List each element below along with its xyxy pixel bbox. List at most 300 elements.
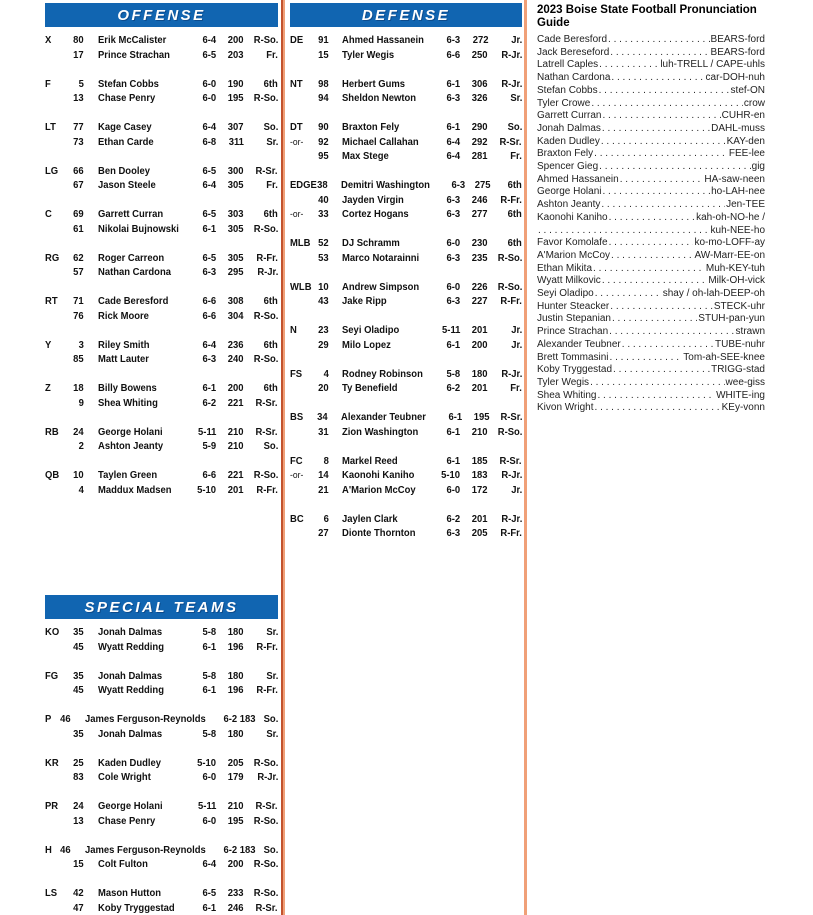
jersey-number: 46 [60, 843, 71, 856]
depth-chart-row [290, 193, 522, 208]
jersey-number: 15 [73, 858, 84, 870]
pronunciation-entry [537, 47, 765, 60]
pronunciation-entry [537, 123, 765, 136]
height: 6-8 [202, 135, 216, 148]
position-spacer [290, 193, 316, 208]
height: 6-3 [446, 92, 460, 104]
depth-chart-row [290, 381, 522, 396]
jersey-number: 92 [318, 135, 329, 148]
player-name: Rodney Robinson [342, 367, 423, 380]
depth-chart-group [290, 410, 522, 439]
height: 5-11 [197, 425, 216, 438]
player-name: Jake Ripp [342, 295, 387, 307]
player-name: Ben Dooley [98, 164, 150, 177]
player-name: Cortez Hogans [342, 208, 409, 220]
dot-leader [594, 148, 728, 161]
player-name: Kage Casey [98, 121, 152, 133]
player-name: Ashton Jeanty [537, 199, 601, 211]
pronunciation-text: ho-LAH-nee [711, 186, 765, 198]
player-name: Braxton Fely [342, 121, 400, 133]
class-year: Jr. [510, 34, 523, 46]
player-name: Marco Notarainni [342, 251, 420, 264]
jersey-number: 24 [73, 425, 84, 438]
defense-depth-chart [290, 27, 522, 541]
position-spacer [290, 483, 316, 498]
player-name: Shea Whiting [537, 389, 597, 401]
class-year: R-Jr. [500, 367, 522, 380]
player-name: Cade Beresford [98, 295, 169, 307]
depth-chart-row [45, 483, 278, 498]
class-year: So. [263, 121, 278, 133]
player-name: Garrett Curran [537, 110, 602, 122]
dot-leader [622, 339, 714, 352]
player-name: Markel Reed [342, 454, 398, 467]
weight: 305 [228, 251, 244, 264]
player-name: Chase Penry [98, 92, 156, 104]
dot-leader [609, 237, 694, 250]
class-year: R-So. [497, 280, 522, 293]
jersey-number: 5 [78, 77, 84, 90]
player-name: Wyatt Redding [98, 684, 164, 696]
player-name: Garrett Curran [98, 208, 164, 220]
jersey-number: 14 [318, 469, 329, 481]
position-spacer [45, 396, 65, 411]
pronunciation-entry [537, 34, 765, 47]
class-year: R-Fr. [256, 251, 278, 264]
depth-chart-group [45, 756, 278, 785]
depth-chart-group [45, 381, 278, 410]
height: 5-8 [202, 626, 216, 638]
pronunciation-entry [537, 390, 765, 403]
class-year: R-Sr. [499, 454, 522, 467]
jersey-number: 2 [78, 440, 84, 452]
dot-leader [591, 98, 743, 111]
position-spacer [45, 683, 65, 698]
column-divider-left-light [283, 0, 285, 915]
position-label: FS [290, 367, 303, 380]
player-name: Alexander Teubner [340, 411, 426, 423]
weight: 290 [472, 121, 488, 133]
weight: 196 [228, 640, 244, 653]
weight: 210 [228, 800, 244, 812]
position-label: N [290, 324, 297, 336]
class-year: R-Jr. [500, 469, 522, 481]
pronunciation-entry [537, 174, 765, 187]
height: 6-1 [202, 901, 216, 914]
height: 6-0 [446, 483, 460, 496]
class-year: Fr. [510, 150, 522, 162]
height: 6-1 [446, 338, 460, 351]
pronunciation-text: TUBE-nuhr [714, 338, 765, 350]
class-year: R-So. [253, 858, 278, 870]
player-name: Kivon Wright [537, 402, 594, 414]
pronunciation-entry [537, 59, 765, 72]
weight: 185 [472, 454, 488, 467]
position-label: DT [290, 121, 303, 133]
depth-chart-row [45, 309, 278, 324]
position-label: LG [45, 164, 59, 177]
depth-chart-row [45, 625, 278, 640]
height: 6-6 [446, 48, 460, 61]
pronunciation-text: Tom-ah-SEE-knee [683, 351, 765, 363]
position-label: QB [45, 469, 60, 481]
dot-leader [593, 263, 705, 276]
depth-chart-row [290, 33, 522, 48]
jersey-number: 46 [60, 713, 71, 725]
player-name: Roger Carreon [98, 251, 165, 264]
height: 6-2 [223, 713, 238, 725]
pronunciation-entry [537, 237, 765, 250]
class-year: Fr. [510, 382, 522, 394]
depth-chart-row [45, 843, 278, 858]
weight: 183 [472, 469, 488, 481]
depth-chart-group [45, 799, 278, 828]
depth-chart-row [45, 33, 278, 48]
player-name: Billy Bowens [98, 382, 157, 394]
class-year: R-Sr. [255, 396, 278, 409]
player-name: Andrew Simpson [342, 280, 420, 293]
class-year: R-Sr. [255, 901, 278, 914]
position-spacer [290, 251, 316, 266]
height: 6-3 [446, 295, 460, 307]
jersey-number: 10 [318, 280, 329, 293]
position-label: KO [45, 626, 60, 638]
class-year: 6th [263, 77, 278, 90]
weight: 201 [472, 512, 488, 525]
jersey-number: 95 [318, 150, 329, 162]
position-label: Y [45, 338, 52, 351]
column-divider-right [524, 0, 527, 915]
class-year: So. [263, 440, 278, 452]
class-year: R-Fr. [500, 527, 522, 539]
height: 6-6 [202, 309, 216, 322]
depth-chart-row [290, 526, 522, 541]
depth-chart-row [45, 468, 278, 483]
player-name: Kaden Dudley [537, 135, 600, 147]
player-name: Cole Wright [98, 771, 151, 783]
dot-leader [601, 199, 725, 212]
player-name: Spencer Gieg [537, 161, 599, 173]
class-year: R-Sr. [255, 800, 278, 812]
player-name: Nikolai Bujnowski [98, 222, 179, 235]
or-label: -or- [290, 136, 304, 148]
jersey-number: 67 [73, 179, 84, 191]
height: 6-3 [446, 208, 460, 220]
pronunciation-entry [537, 364, 765, 377]
class-year: Jr. [510, 338, 522, 351]
depth-chart-row [290, 483, 522, 498]
dot-leader [538, 225, 710, 238]
position-spacer [45, 178, 65, 193]
depth-chart-row [45, 683, 278, 698]
jersey-number: 76 [73, 309, 84, 322]
dot-leader [590, 377, 724, 390]
dot-leader [610, 47, 709, 60]
height: 6-4 [202, 338, 216, 351]
depth-chart-row [290, 294, 522, 309]
weight: 226 [472, 280, 488, 293]
pronunciation-text: KEy-vonn [721, 402, 765, 414]
class-year: R-So. [497, 251, 522, 264]
height: 6-4 [446, 150, 460, 162]
jersey-number: 25 [73, 756, 84, 769]
pronunciation-entry [537, 161, 765, 174]
depth-chart-row [290, 77, 522, 92]
weight: 311 [228, 135, 244, 148]
height: 5-8 [202, 669, 216, 682]
offense-column [45, 0, 278, 512]
weight: 172 [472, 483, 488, 496]
position-spacer [45, 901, 65, 915]
position-label: LS [45, 887, 58, 899]
weight: 221 [228, 396, 244, 409]
position-spacer [290, 381, 316, 396]
jersey-number: 42 [73, 887, 84, 899]
jersey-number: 85 [73, 353, 84, 365]
weight: 326 [472, 92, 488, 104]
position-label: X [45, 34, 52, 46]
dot-leader [595, 402, 721, 415]
player-name: Mason Hutton [98, 887, 161, 899]
weight: 277 [472, 208, 488, 220]
depth-chart-row [290, 149, 522, 164]
dot-leader [609, 326, 734, 339]
dot-leader [602, 110, 720, 123]
class-year: So. [263, 713, 278, 725]
pronunciation-entry [537, 85, 765, 98]
height: 6-4 [202, 179, 216, 191]
jersey-number: 91 [318, 34, 329, 46]
player-name: Jonah Dalmas [98, 626, 163, 638]
jersey-number: 10 [73, 469, 84, 481]
dot-leader [599, 59, 659, 72]
height: 6-1 [202, 222, 216, 235]
weight: 190 [228, 77, 244, 90]
depth-chart-row [45, 857, 278, 872]
class-year: R-Sr. [255, 164, 278, 177]
dot-leader [611, 250, 693, 263]
position-spacer [45, 770, 65, 785]
pronunciation-text: DAHL-muss [711, 122, 765, 134]
weight: 180 [228, 626, 244, 638]
height: 6-6 [202, 295, 216, 307]
pronunciation-text: gig [751, 161, 765, 173]
class-year: R-Jr. [256, 266, 278, 278]
class-year: R-Sr. [255, 425, 278, 438]
depth-chart-row [290, 135, 522, 150]
depth-chart-row [290, 120, 522, 135]
class-year: Sr. [265, 669, 278, 682]
class-year: 6th [263, 338, 278, 351]
pronunciation-text: Muh-KEY-tuh [705, 262, 765, 274]
weight: 205 [228, 756, 244, 769]
height: 5-10 [197, 756, 216, 769]
special-teams-column [45, 592, 278, 915]
jersey-number: 61 [73, 222, 84, 235]
weight: 200 [472, 338, 488, 351]
dot-leader [602, 186, 710, 199]
player-name: George Holani [98, 800, 163, 812]
class-year: Sr. [265, 135, 278, 148]
position-label: BC [290, 512, 304, 525]
player-name: Shea Whiting [98, 396, 158, 409]
depth-chart-row [45, 48, 278, 63]
position-spacer [45, 48, 65, 63]
weight: 201 [472, 382, 488, 394]
pronunciation-entry [537, 225, 765, 238]
class-year: 6th [507, 208, 522, 220]
depth-chart-group [45, 669, 278, 698]
depth-chart-row [45, 814, 278, 829]
defense-column [290, 0, 522, 555]
depth-chart-group [45, 843, 278, 872]
position-label: MLB [290, 237, 311, 249]
position-label: LT [45, 121, 56, 133]
class-year: R-Jr. [256, 771, 278, 783]
depth-chart-group [290, 33, 522, 62]
jersey-number: 69 [73, 208, 84, 220]
position-label: F [45, 77, 51, 90]
player-name: Koby Tryggestad [98, 901, 175, 914]
position-label: EDGE [290, 179, 317, 191]
player-name: Jayden Virgin [342, 193, 404, 206]
depth-chart-row [45, 164, 278, 179]
player-name: Stefan Cobbs [537, 84, 598, 96]
weight: 240 [228, 353, 244, 365]
dot-leader [602, 123, 710, 136]
pronunciation-text: FEE-lee [728, 148, 765, 160]
player-name: Wyatt Redding [98, 640, 164, 653]
player-name: Prince Strachan [537, 326, 609, 338]
dot-leader [609, 212, 695, 225]
jersey-number: 15 [318, 48, 329, 61]
weight: 203 [228, 48, 244, 61]
player-name: DJ Schramm [342, 237, 400, 249]
depth-chart-group [290, 367, 522, 396]
dot-leader [595, 288, 662, 301]
weight: 195 [473, 411, 490, 423]
jersey-number: 73 [73, 135, 84, 148]
position-spacer [45, 222, 65, 237]
pronunciation-entry [537, 352, 765, 365]
player-name: Latrell Caples [537, 59, 599, 71]
class-year: R-Fr. [500, 295, 522, 307]
position-label: DE [290, 34, 304, 46]
pronunciation-text: kah-oh-NO-he / [696, 211, 765, 223]
height: 6-2 [446, 512, 460, 525]
jersey-number: 24 [73, 800, 84, 812]
weight: 246 [472, 193, 488, 206]
pronunciation-guide [537, 4, 765, 415]
class-year: R-Fr. [256, 640, 278, 653]
weight: 250 [472, 48, 488, 61]
pronunciation-guide-title: 2023 Boise State Football Pronunciation Guide [537, 4, 757, 29]
position-label: P [45, 713, 52, 725]
class-year: Jr. [510, 324, 522, 336]
class-year: R-Fr. [256, 684, 278, 696]
depth-chart-group [45, 425, 278, 454]
dot-leader [599, 161, 750, 174]
weight: 246 [228, 901, 244, 914]
class-year: 6th [507, 237, 522, 249]
height: 5-10 [197, 483, 216, 496]
weight: 227 [472, 295, 488, 307]
jersey-number: 35 [73, 727, 84, 740]
position-spacer [290, 526, 316, 541]
depth-chart-group [290, 77, 522, 106]
player-name: Jonah Dalmas [537, 122, 601, 134]
weight: 300 [228, 164, 244, 177]
depth-chart-row [290, 367, 522, 382]
offense-header-bar [45, 3, 278, 27]
weight: 179 [228, 771, 244, 783]
pronunciation-text: CUHR-en [721, 110, 765, 122]
player-name: George Holani [98, 425, 163, 438]
height: 6-3 [446, 251, 460, 264]
class-year: Jr. [510, 483, 522, 496]
class-year: Sr. [509, 92, 522, 104]
depth-chart-row [45, 396, 278, 411]
dot-leader [597, 390, 715, 403]
pronunciation-entry [537, 212, 765, 225]
defense-header-bar [290, 3, 522, 27]
position-spacer [290, 425, 316, 440]
defense-header-title: DEFENSE [361, 6, 451, 24]
dot-leader [610, 352, 683, 365]
class-year: R-Sr. [499, 135, 522, 148]
height: 6-1 [446, 454, 460, 467]
jersey-number: 80 [73, 34, 84, 46]
position-spacer [45, 640, 65, 655]
class-year: R-Fr. [500, 193, 522, 206]
jersey-number: 35 [73, 626, 84, 638]
offense-depth-chart [45, 27, 278, 497]
depth-chart-row [290, 410, 522, 425]
player-name: Milo Lopez [342, 338, 391, 351]
class-year: Sr. [265, 727, 278, 740]
player-name: Sheldon Newton [342, 92, 417, 104]
weight: 272 [472, 34, 489, 46]
position-label: RT [45, 295, 58, 307]
player-name: Jason Steele [98, 179, 156, 191]
height: 5-11 [441, 324, 460, 336]
position-spacer [290, 149, 316, 164]
height: 6-0 [202, 77, 216, 90]
pronunciation-entry [537, 339, 765, 352]
height: 6-6 [202, 469, 216, 481]
depth-chart-row [45, 294, 278, 309]
position-label: FG [45, 669, 59, 682]
pronunciation-entry [537, 275, 765, 288]
height: 6-1 [446, 77, 460, 90]
height: 5-9 [202, 440, 216, 452]
height: 5-11 [197, 800, 216, 812]
height: 6-3 [446, 527, 460, 539]
height: 6-5 [202, 208, 216, 220]
player-name: Tyler Crowe [537, 97, 591, 109]
depth-chart-group [290, 323, 522, 352]
position-label: NT [290, 77, 303, 90]
weight: 205 [472, 527, 488, 539]
dot-leader [612, 313, 697, 326]
pronunciation-entry [537, 148, 765, 161]
height: 6-3 [202, 266, 216, 278]
player-name: George Holani [537, 186, 602, 198]
pronunciation-text: ko-mo-LOFF-ay [694, 237, 765, 249]
depth-chart-row [290, 251, 522, 266]
class-year: R-So. [253, 92, 278, 104]
jersey-number: 77 [73, 121, 84, 133]
